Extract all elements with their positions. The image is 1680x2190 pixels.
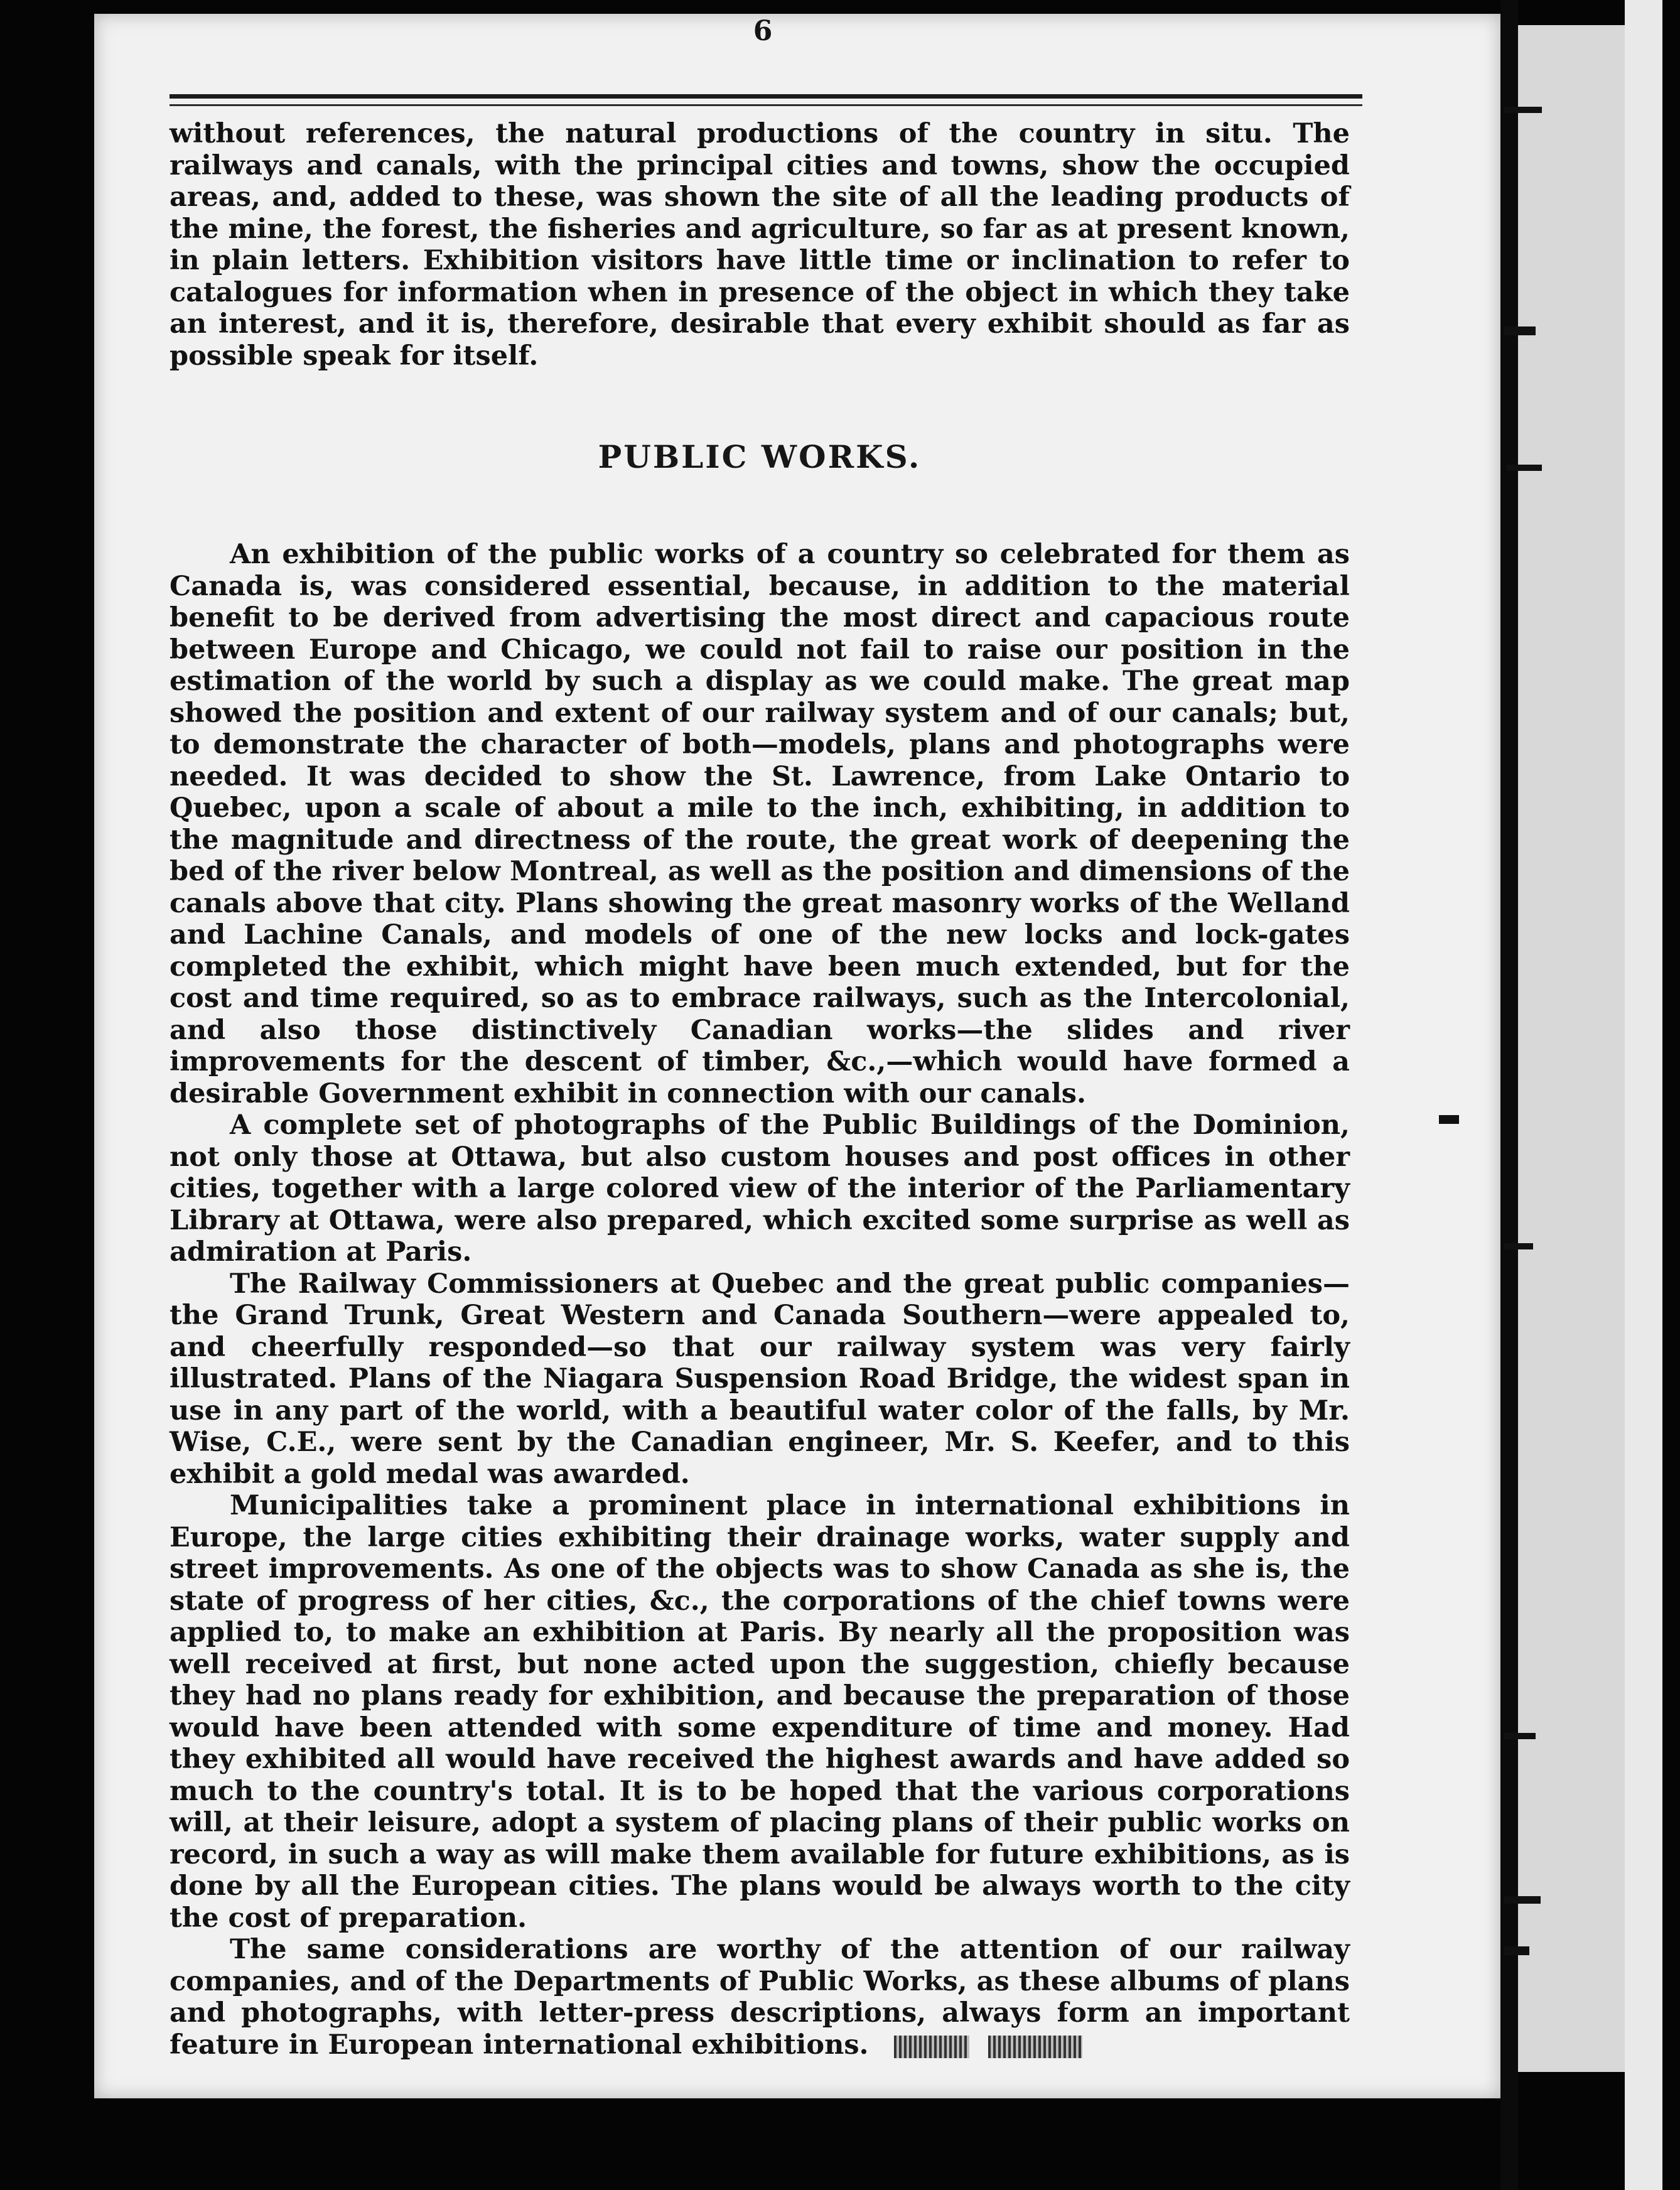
header-rule [170,94,1362,99]
body-text [170,539,1350,2061]
binding-mark [1504,326,1536,335]
binding-mark [1504,1896,1541,1904]
section-heading: PUBLIC WORKS. [598,438,922,475]
ink-smudge [988,2036,1082,2058]
header-rule-thin [170,104,1362,106]
paragraph-text: The same considerations are worthy of the attention of our railway companies, and of the Departments of Public Works, as these albums of plans and photographs, with letter-press descriptions, always form an important feature in European international exhibitions. [170,1934,1350,2061]
binding-mark [1439,1115,1459,1124]
paragraph: An exhibition of the public works of a country so celebrated for them as Canada is, was considered essential, because, in addition to the material benefit to be derived from advertising the most direct and capacious route between Europe and Chicago, we could not fail to raise our position in the estimation of the world by such a display as we could make. The great map showed the position and extent of our railway system and of our canals; but, to demonstrate the character of both—models, plans and photographs were needed. It was decided to show the St. Lawrence, from Lake Ontario to Quebec, upon a scale of about a mile to the inch, exhibiting, in addition to the magnitude and directness of the route, the great work of deepening the bed of the river below Montreal, as well as the position and dimensions of the canals above that city. Plans showing the great masonry works of the Welland and Lachine Canals, and models of one of the new locks and lock-gates completed the exhibit, which might have been much extended, but for the cost and time required, so as to embrace railways, such as the Intercolonial, and also those distinctively Canadian works—the slides and river improvements for the descent of timber, &c.,—which would have formed a desirable Government exhibit in connection with our canals. [170,539,1350,1109]
intro-text [170,118,1350,372]
page-number: 6 [753,15,773,47]
binding-mark [1504,1733,1536,1739]
binding-mark [1507,465,1542,471]
intro-paragraph: without references, the natural productions of the country in situ. The railways and canals, with the principal cities and towns, show the occupied areas, and, added to these, was shown the site of all the leading products of the mine, the forest, the fisheries and agriculture, so far as at present known, in plain letters. Exhibition visitors have little time or inclination to refer to catalogues for information when in presence of the object in which they take an interest, and it is, therefore, desirable that every exhibit should as far as possible speak for itself. [170,118,1350,372]
binding-mark [1504,1946,1529,1955]
paragraph: A complete set of photographs of the Public Buildings of the Dominion, not only those at Ottawa, but also custom houses and post offices in other cities, together with a large colored view of the interior of the Parliamentary Library at Ottawa, were also prepared, which excited some surprise as well as admiration at Paris. [170,1109,1350,1268]
paragraph: Municipalities take a prominent place in international exhibitions in Europe, the large cities exhibiting their drainage works, water supply and street improvements. As one of the objects was to show Canada as she is, the state of progress of her cities, &c., the corporations of the chief towns were applied to, to make an exhibition at Paris. By nearly all the proposition was well received at first, but none acted upon the suggestion, chiefly because they had no plans ready for exhibition, and because the preparation of those would have been attended with some expenditure of time and money. Had they exhibited all would have received the highest awards and have added so much to the country's total. It is to be hoped that the various corporations will, at their leisure, adopt a system of placing plans of their public works on record, in such a way as will make them available for future exhibitions, as is done by all the European cities. The plans would be always worth to the city the cost of preparation. [170,1490,1350,1934]
paragraph: The Railway Commissioners at Quebec and the great public companies—the Grand Trunk, Great Western and Canada Southern—were appealed to, and cheerfully responded—so that our railway system was very fairly illustrated. Plans of the Niagara Suspension Road Bridge, the widest span in use in any part of the world, with a beautiful water color of the falls, by Mr. Wise, C.E., were sent by the Canadian engineer, Mr. S. Keefer, and to this exhibit a gold medal was awarded. [170,1268,1350,1490]
ink-smudge [894,2036,969,2058]
scan-edge [1625,0,1662,2190]
paragraph [170,1934,1350,2061]
binding-mark [1504,107,1542,113]
binding-mark [1504,1243,1533,1249]
